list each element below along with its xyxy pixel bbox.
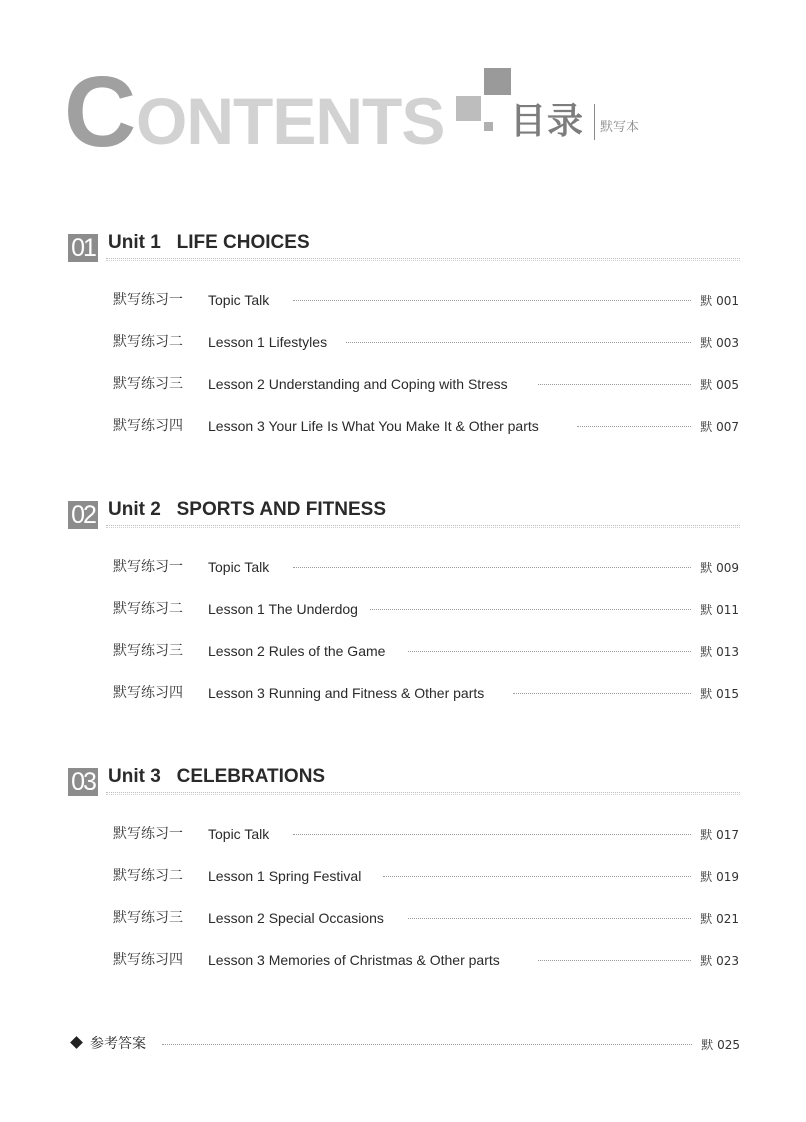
- dot-leader: [293, 567, 691, 568]
- dot-leader: [577, 426, 691, 427]
- entry-label: 默写练习三: [113, 376, 183, 392]
- entry-title: Lesson 3 Running and Fitness & Other parts: [208, 685, 485, 701]
- unit-rule: [106, 525, 740, 526]
- entry-title: Lesson 2 Understanding and Coping with Stress: [208, 376, 508, 392]
- dot-leader: [538, 384, 691, 385]
- entry-page: 默 003: [700, 336, 739, 350]
- answers-page: 默 025: [701, 1038, 740, 1052]
- entry-title: Lesson 1 Spring Festival: [208, 868, 362, 884]
- toc-entry[interactable]: [113, 290, 739, 310]
- decor-square-icon: [456, 96, 481, 121]
- entry-label: 默写练习四: [113, 418, 183, 434]
- dot-leader: [346, 342, 691, 343]
- dot-leader: [293, 834, 691, 835]
- dot-leader: [408, 918, 691, 919]
- unit-heading: [68, 766, 740, 800]
- unit-number: 01: [68, 234, 98, 262]
- diamond-bullet-icon: [70, 1036, 83, 1049]
- entry-page: 默 009: [700, 561, 739, 575]
- contents-word: ONTENTS: [136, 84, 445, 158]
- dot-leader: [370, 609, 691, 610]
- entry-page: 默 007: [700, 420, 739, 434]
- unit-rule: [106, 792, 740, 793]
- dot-leader: [383, 876, 691, 877]
- dot-leader: [293, 300, 691, 301]
- unit-number: 03: [68, 768, 98, 796]
- entry-label: 默写练习二: [113, 334, 183, 350]
- unit-title: Unit 3 CELEBRATIONS: [108, 766, 326, 787]
- entry-page: 默 011: [700, 603, 739, 617]
- unit-rule: [106, 260, 740, 261]
- toc-entry[interactable]: [113, 866, 739, 886]
- entry-label: 默写练习一: [113, 292, 183, 308]
- contents-big-letter: C: [64, 56, 135, 168]
- entry-title: Lesson 2 Rules of the Game: [208, 643, 386, 659]
- unit-title: Unit 1 LIFE CHOICES: [108, 232, 310, 253]
- unit-rule: [106, 527, 740, 528]
- entry-label: 默写练习四: [113, 952, 183, 968]
- entry-label: 默写练习一: [113, 559, 183, 575]
- entry-title: Lesson 1 The Underdog: [208, 601, 358, 617]
- entry-label: 默写练习二: [113, 868, 183, 884]
- decor-square-icon: [484, 68, 511, 95]
- entry-page: 默 021: [700, 912, 739, 926]
- dot-leader: [408, 651, 691, 652]
- toc-entry[interactable]: [113, 557, 739, 577]
- answers-entry[interactable]: [70, 1034, 740, 1054]
- answers-label: 参考答案: [90, 1036, 146, 1052]
- toc-entry[interactable]: [113, 683, 739, 703]
- entry-page: 默 005: [700, 378, 739, 392]
- dot-leader: [162, 1044, 692, 1045]
- page-title: 目录: [510, 101, 585, 142]
- toc-entry[interactable]: [113, 332, 739, 352]
- entry-label: 默写练习四: [113, 685, 183, 701]
- unit-section-2: [68, 499, 740, 709]
- dot-leader: [513, 693, 691, 694]
- contents-header: [64, 56, 764, 168]
- entry-label: 默写练习三: [113, 643, 183, 659]
- entry-title: Lesson 3 Your Life Is What You Make It & Other parts: [208, 418, 539, 434]
- entry-page: 默 013: [700, 645, 739, 659]
- toc-entry[interactable]: [113, 416, 739, 436]
- entry-page: 默 015: [700, 687, 739, 701]
- dot-leader: [538, 960, 691, 961]
- toc-entry[interactable]: [113, 599, 739, 619]
- entry-title: Lesson 2 Special Occasions: [208, 910, 384, 926]
- entry-title: Topic Talk: [208, 292, 270, 308]
- unit-number: 02: [68, 501, 98, 529]
- page-subtitle: 默写本: [600, 120, 640, 135]
- unit-title: Unit 2 SPORTS AND FITNESS: [108, 499, 386, 520]
- unit-rule: [106, 258, 740, 259]
- toc-entry[interactable]: [113, 908, 739, 928]
- entry-page: 默 019: [700, 870, 739, 884]
- entry-page: 默 001: [700, 294, 739, 308]
- entry-title: Lesson 3 Memories of Christmas & Other parts: [208, 952, 500, 968]
- toc-entry[interactable]: [113, 824, 739, 844]
- entry-label: 默写练习一: [113, 826, 183, 842]
- unit-heading: [68, 232, 740, 266]
- title-divider: [594, 104, 595, 140]
- unit-rule: [106, 794, 740, 795]
- entry-page: 默 017: [700, 828, 739, 842]
- entry-page: 默 023: [700, 954, 739, 968]
- unit-section-1: [68, 232, 740, 442]
- entry-title: Topic Talk: [208, 559, 270, 575]
- entry-label: 默写练习三: [113, 910, 183, 926]
- entry-label: 默写练习二: [113, 601, 183, 617]
- toc-entry[interactable]: [113, 641, 739, 661]
- unit-section-3: [68, 766, 740, 976]
- decor-square-icon: [484, 122, 493, 131]
- toc-entry[interactable]: [113, 374, 739, 394]
- toc-entry[interactable]: [113, 950, 739, 970]
- unit-heading: [68, 499, 740, 533]
- entry-title: Topic Talk: [208, 826, 270, 842]
- entry-title: Lesson 1 Lifestyles: [208, 334, 328, 350]
